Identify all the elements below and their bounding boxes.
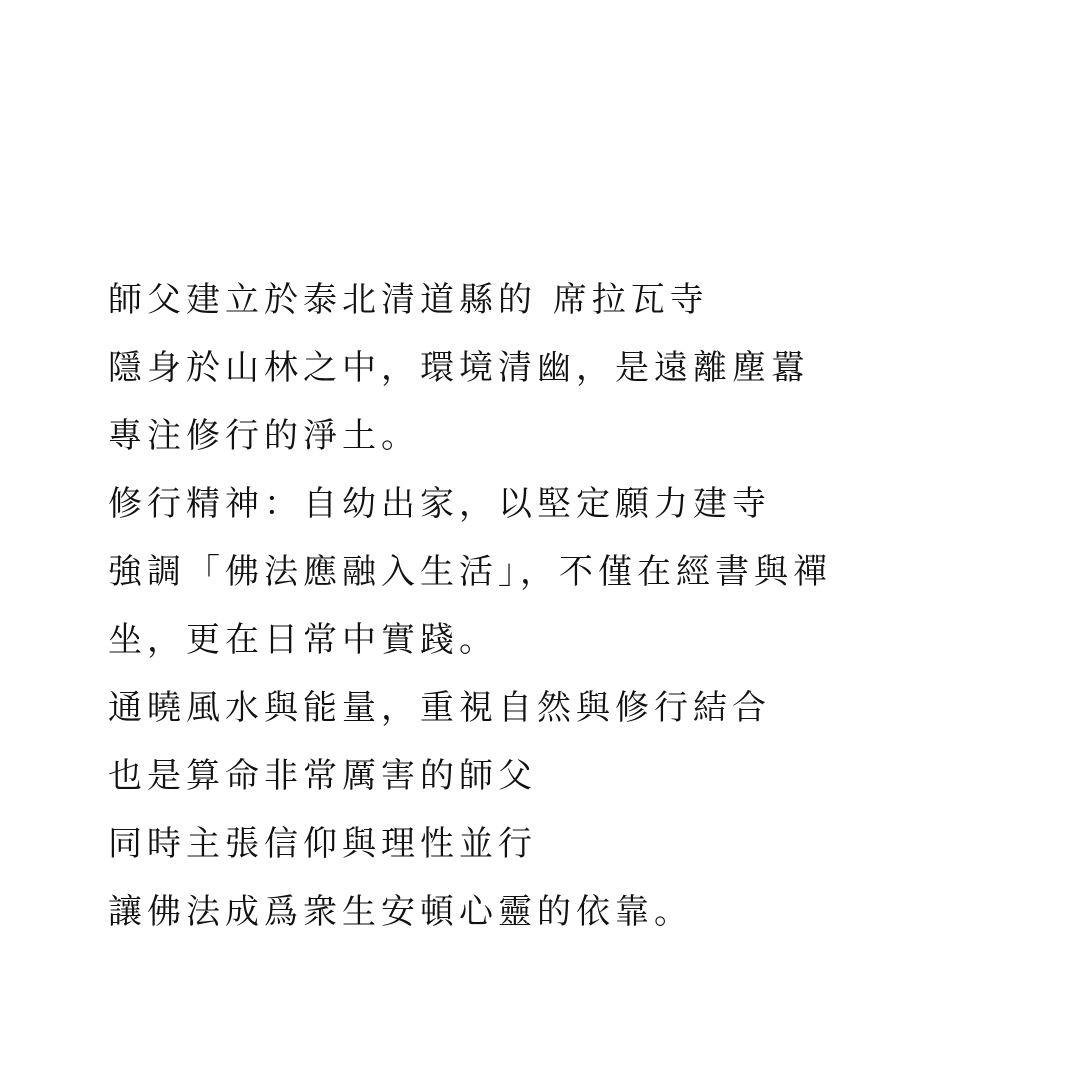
text-line-9: 同時主張信仰與理性並行 [108, 824, 537, 864]
text-line-3: 專注修行的淨土。 [108, 416, 420, 456]
text-line-7: 通曉風水與能量，重視自然與修行結合 [108, 688, 771, 728]
text-line-8: 也是算命非常厲害的師父 [108, 756, 537, 796]
text-line-1: 師父建立於泰北清道縣的 席拉瓦寺 [108, 280, 709, 320]
text-line-4: 修行精神：自幼出家，以堅定願力建寺 [108, 484, 771, 524]
text-line-10: 讓佛法成爲衆生安頓心靈的依靠。 [108, 892, 693, 932]
text-line-2: 隱身於山林之中，環境清幽，是遠離塵囂 [108, 348, 810, 388]
text-line-6: 坐，更在日常中實踐。 [108, 620, 498, 660]
body-text [108, 266, 1008, 946]
text-line-5: 強調「佛法應融入生活」，不僅在經書與禪 [108, 552, 832, 592]
